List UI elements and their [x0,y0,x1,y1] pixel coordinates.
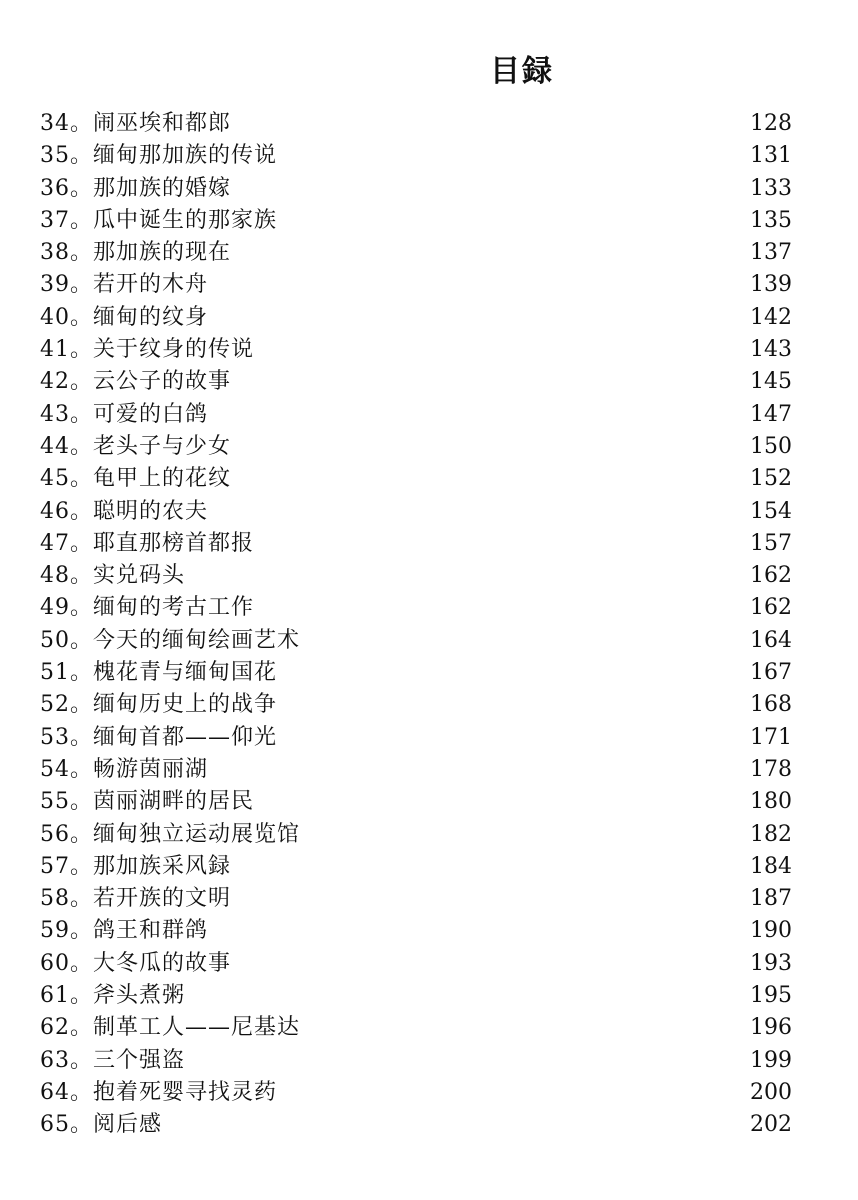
toc-entry [40,754,792,786]
toc-entry-label: 35。缅甸那加族的传说 [40,143,277,169]
toc-entry-label: 40。缅甸的纹身 [40,304,208,330]
toc-entry-page: 200 [750,1079,792,1105]
toc-entry-label: 34。闹巫埃和都郎 [40,111,231,136]
toc-entry-page: 157 [750,530,792,556]
toc-entry [40,592,792,624]
toc-entry-page: 196 [750,1015,792,1041]
toc-entry-page: 135 [750,207,792,233]
toc-entry-label: 57。那加族采风録 [40,853,231,879]
toc-entry [40,689,792,721]
toc-entry [40,334,792,366]
toc-entry-label: 38。那加族的现在 [40,240,231,266]
toc-entry [40,883,792,915]
toc-entry-label: 59。鸽王和群鸽 [40,918,208,944]
toc-entry-page: 190 [750,918,792,944]
toc-entry [40,948,792,980]
toc-entry [40,819,792,851]
toc-entry [40,786,792,818]
toc-entry [40,302,792,334]
toc-entry-page: 193 [750,950,792,976]
toc-entry-label: 56。缅甸独立运动展览馆 [40,821,300,847]
toc-entry-label: 46。聪明的农夫 [40,498,208,524]
toc-entry-page: 133 [750,175,792,201]
toc-entry [40,399,792,431]
toc-entry [40,140,792,172]
toc-entry [40,205,792,237]
toc-entry-label: 55。茵丽湖畔的居民 [40,789,254,815]
toc-entry-label: 42。云公子的故事 [40,369,231,395]
toc-entry-page: 182 [750,821,792,847]
toc-entry-page: 128 [750,111,792,136]
toc-entry [40,431,792,463]
toc-entry [40,463,792,495]
toc-entry-page: 154 [750,498,792,524]
toc-entry [40,269,792,301]
toc-entry-label: 47。耶直那榜首都报 [40,530,254,556]
toc-entry-page: 145 [750,369,792,395]
table-of-contents [40,108,792,1142]
toc-entry-label: 49。缅甸的考古工作 [40,595,254,621]
toc-entry-label: 53。缅甸首都——仰光 [40,724,277,750]
toc-entry-page: 178 [750,756,792,782]
toc-entry-page: 162 [750,595,792,621]
toc-entry-label: 50。今天的缅甸绘画艺术 [40,627,300,653]
toc-entry [40,722,792,754]
toc-entry-page: 142 [750,304,792,330]
toc-entry [40,625,792,657]
toc-entry-label: 48。实兑码头 [40,563,185,589]
toc-entry-label: 37。瓜中诞生的那家族 [40,207,277,233]
toc-entry-page: 180 [750,789,792,815]
toc-entry-label: 51。槐花青与缅甸国花 [40,660,277,686]
toc-entry-label: 54。畅游茵丽湖 [40,756,208,782]
toc-entry-label: 41。关于纹身的传说 [40,337,254,363]
toc-entry-label: 64。抱着死婴寻找灵药 [40,1079,277,1105]
toc-entry [40,980,792,1012]
toc-entry-page: 164 [750,627,792,653]
toc-entry-page: 137 [750,240,792,266]
toc-entry-label: 60。大冬瓜的故事 [40,950,231,976]
toc-entry [40,528,792,560]
toc-entry [40,1012,792,1044]
toc-entry-page: 184 [750,853,792,879]
toc-entry-label: 58。若开族的文明 [40,886,231,912]
toc-entry-label: 43。可爱的白鸽 [40,401,208,427]
toc-entry-label: 44。老头子与少女 [40,433,231,459]
toc-entry-label: 39。若开的木舟 [40,272,208,298]
toc-entry-page: 187 [750,886,792,912]
toc-entry-page: 152 [750,466,792,492]
toc-entry-label: 52。缅甸历史上的战争 [40,692,277,718]
toc-entry [40,657,792,689]
toc-entry [40,1045,792,1077]
toc-entry-label: 63。三个强盗 [40,1047,185,1073]
toc-entry [40,1109,792,1141]
toc-entry-page: 143 [750,337,792,363]
toc-entry-label: 62。制革工人——尼基达 [40,1015,300,1041]
toc-entry-page: 168 [750,692,792,718]
toc-entry [40,173,792,205]
toc-entry [40,108,792,140]
toc-entry-page: 195 [750,983,792,1009]
toc-entry-page: 202 [750,1112,792,1138]
toc-entry-page: 167 [750,660,792,686]
toc-entry [40,237,792,269]
toc-entry-label: 45。龟甲上的花纹 [40,466,231,492]
toc-entry-page: 139 [750,272,792,298]
toc-entry-page: 147 [750,401,792,427]
toc-entry [40,851,792,883]
page-title: 目録 [490,54,554,89]
toc-entry-label: 65。阅后感 [40,1112,162,1138]
toc-entry-page: 171 [750,724,792,750]
toc-entry [40,496,792,528]
toc-entry [40,915,792,947]
toc-entry-page: 162 [750,563,792,589]
toc-entry-page: 131 [750,143,792,169]
toc-entry-page: 199 [750,1047,792,1073]
toc-entry [40,560,792,592]
toc-entry [40,366,792,398]
toc-entry [40,1077,792,1109]
toc-entry-label: 61。斧头煮粥 [40,983,185,1009]
toc-entry-page: 150 [750,433,792,459]
toc-entry-label: 36。那加族的婚嫁 [40,175,231,201]
